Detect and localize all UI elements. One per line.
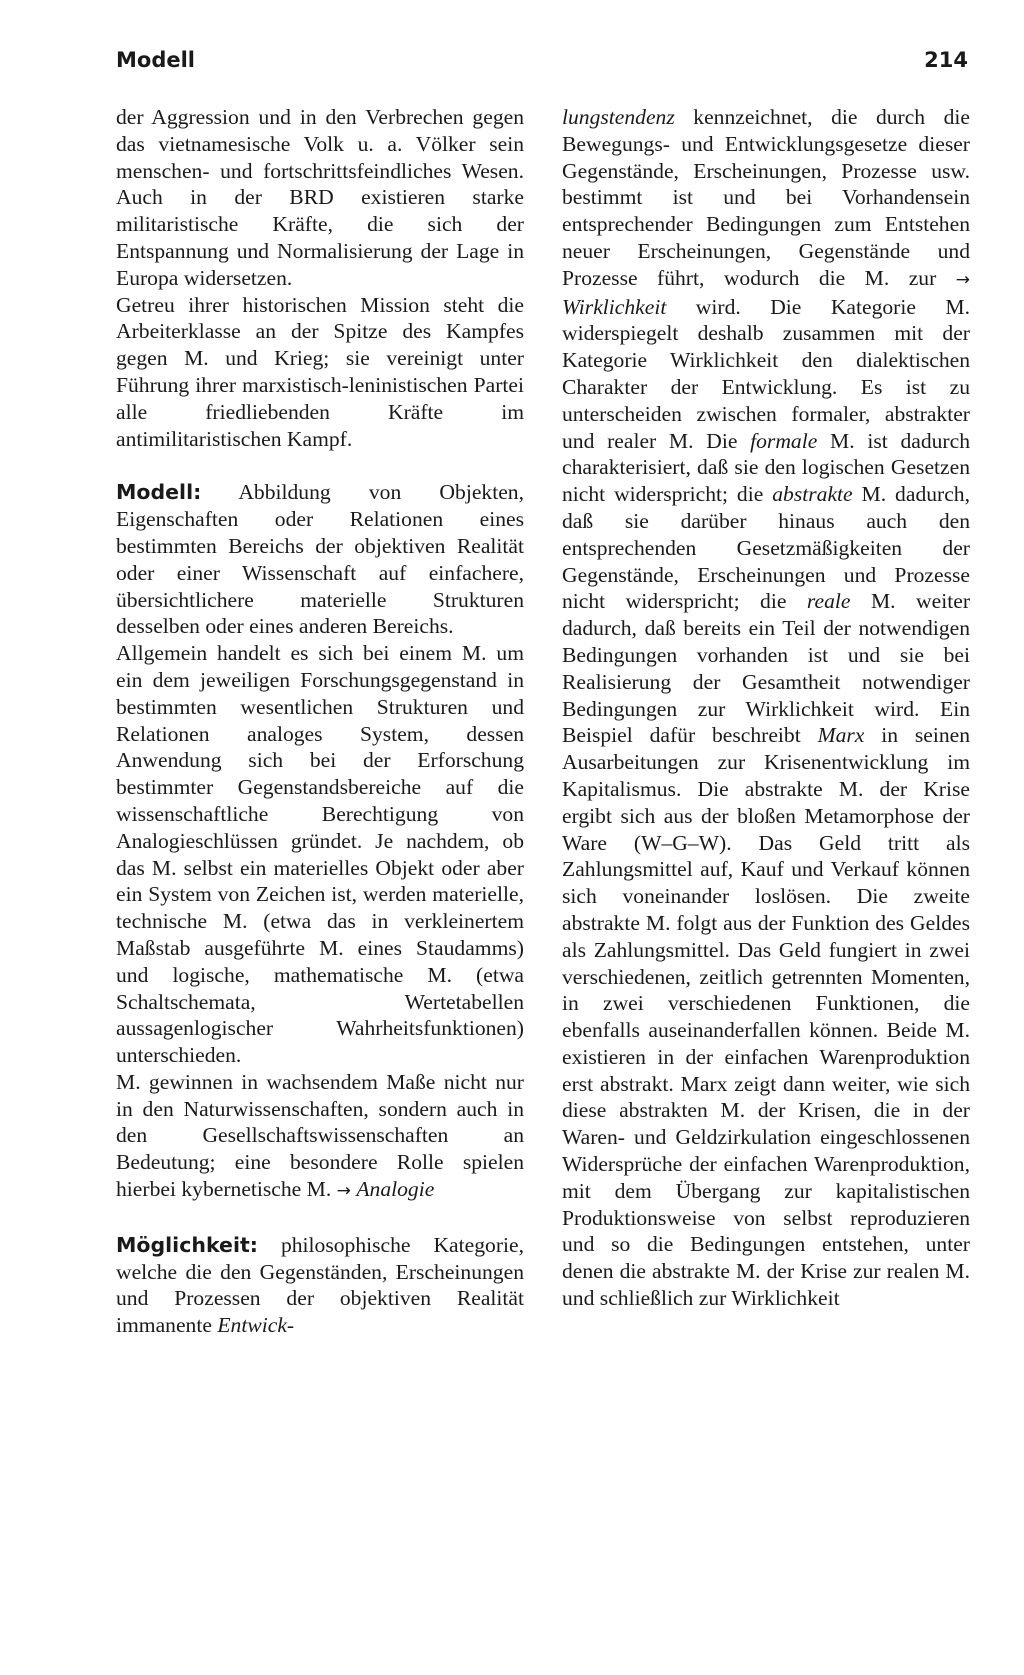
text-segment-5: M. weiter dadurch, daß bereits ein Teil der notwendigen Bedingungen vorhanden ist und sie bei Realisierung der Gesamtheit notwendiger Bedingungen zur Wirklichkeit wird. Ein Beispiel dafür beschreibt (562, 589, 971, 748)
entry-spacer (116, 1205, 524, 1232)
italic-reale: reale (806, 589, 851, 614)
lemma-moeglichkeit: Möglichkeit: (116, 1232, 258, 1257)
paragraph-modell-bedeutung (116, 1069, 524, 1205)
moeglichkeit-definition-text: philosophische Kategorie, welche die den Gegenständen, Erscheinungen und Prozessen der objektiven Realität immanente (116, 1232, 524, 1338)
paragraph-arbeiterklasse: Getreu ihrer historischen Mission steht die Arbeiterklasse an der Spitze des Kampfes gegen M. und Krieg; sie vereinigt unter Führung ihrer marxistisch-leninistischen Partei alle friedliebenden Kräfte im antimilitaristischen Kampf. (116, 292, 524, 451)
modell-definition-text: Abbildung von Objekten, Eigenschaften oder Relationen eines bestimmten Bereichs der objektiven Realität oder einer Wissenschaft auf einfachere, übersichtlichere materielle Strukturen desselben oder eines anderen Bereichs. (116, 480, 524, 639)
italic-abstrakte: abstrakte (772, 482, 853, 507)
right-column (562, 104, 970, 1312)
running-head-term: Modell (116, 48, 195, 72)
paragraph-militarismus-end: der Aggression und in den Verbrechen gegen das vietnamesische Volk u. a. Völker sein menschen- und fortschrittsfeindliches Wesen. Auch in der BRD existieren starke militaristische Kräfte, die sich der Entspannung und Normalisierung der Lage in Europa widersetzen. (116, 105, 524, 290)
text-segment-3: M. ist dadurch charakterisiert, daß sie den logischen Gesetzen nicht widerspricht; die (562, 428, 971, 507)
cross-reference-arrow-icon: → (955, 269, 970, 290)
left-column (116, 104, 524, 1339)
page-header (116, 48, 968, 82)
entry-spacer (116, 452, 524, 479)
text-segment-6: in seinen Ausarbeitungen zur Krisenentwicklung im Kapitalismus. Die abstrakte M. der Krise ergibt sich aus der bloßen Metamorphose der Ware (W–G–W). Das Geld tritt als Zahlungsmittel auf, Kauf und Verkauf können sich voneinander loslösen. Die zweite abstrakte M. folgt aus der Funktion des Geldes als Zahlungsmittel. Das Geld fungiert in zwei verschiedenen, zeitlich getrennten Momenten, in zwei verschiedenen Funktionen, die ebenfalls auseinanderfallen können. Beide M. existieren in der einfachen Warenproduktion erst abstrakt. Marx zeigt dann weiter, wie sich diese abstrakten M. der Krisen, die in der Waren- und Geldzirkulation eingeschlossenen Widersprüche der einfachen Warenproduktion, mit dem Übergang zur kapitalistischen Produktionsweise von selbst reproduzieren und so die Bedingungen entstehen, unter denen die abstrakte M. der Krise zur realen M. und schließlich zur Wirklichkeit (562, 723, 970, 1311)
italic-formale: formale (750, 428, 818, 453)
cross-reference-arrow-icon: → (336, 1181, 351, 1202)
modell-bedeutung-text: M. gewinnen in wachsendem Maße nicht nur in den Naturwissenschaften, sondern auch in den Gesellschaftswissenschaften an Bedeutung; eine besondere Rolle spielen hierbei kybernetische M. (116, 1069, 524, 1202)
text-segment-4: M. dadurch, daß sie darüber hinaus auch den entsprechenden Gesetzmäßigkeiten der Gegenstände, Erscheinungen und Prozesse nicht widerspricht; die (562, 482, 971, 614)
paragraph-moeglichkeit-continued (562, 104, 970, 1312)
italic-entwicklungstendenz: lungstendenz (562, 105, 675, 129)
entry-moeglichkeit-definition (116, 1232, 524, 1339)
page-number: 214 (924, 48, 968, 72)
entry-modell-definition (116, 479, 524, 640)
lemma-modell: Modell: (116, 480, 202, 505)
italic-marx: Marx (817, 723, 865, 748)
cross-reference-wirklichkeit[interactable]: Wirklichkeit (562, 294, 667, 319)
cross-reference-analogie[interactable]: Analogie (356, 1177, 435, 1202)
moeglichkeit-italic-term: Entwick- (217, 1313, 295, 1338)
text-segment-1: kennzeichnet, die durch die Bewegungs- und Entwicklungsgesetze dieser Gegenstände, Erscheinungen, Prozesse usw. bestimmt ist und bei Vorhandensein entsprechender Bedingungen zum Entstehen neuer Erscheinungen, Gegenstände und Prozesse führt, wodurch die M. zur (562, 105, 970, 290)
paragraph-modell-allgemein: Allgemein handelt es sich bei einem M. um ein dem jeweiligen Forschungsgegenstand in bestimmten wesentlichen Strukturen und Relationen analoges System, dessen Anwendung sich bei der Erforschung bestimmter Gegenstandsbereiche auf die wissenschaftliche Berechtigung von Analogieschlüssen gründet. Je nachdem, ob das M. selbst ein materielles Objekt oder aber ein System von Zeichen ist, werden materielle, technische M. (etwa das in verkleinertem Maßstab ausgeführte M. eines Staudamms) und logische, mathematische M. (etwa Schaltschemata, Wertetabellen aussagenlogischer Wahrheitsfunktionen) unterschieden. (116, 641, 524, 1068)
text-segment-2: wird. Die Kategorie M. widerspiegelt deshalb zusammen mit der Kategorie Wirklichkeit den dialektischen Charakter der Entwicklung. Es ist zu unterscheiden zwischen formaler, abstrakter und realer M. Die (562, 294, 970, 453)
